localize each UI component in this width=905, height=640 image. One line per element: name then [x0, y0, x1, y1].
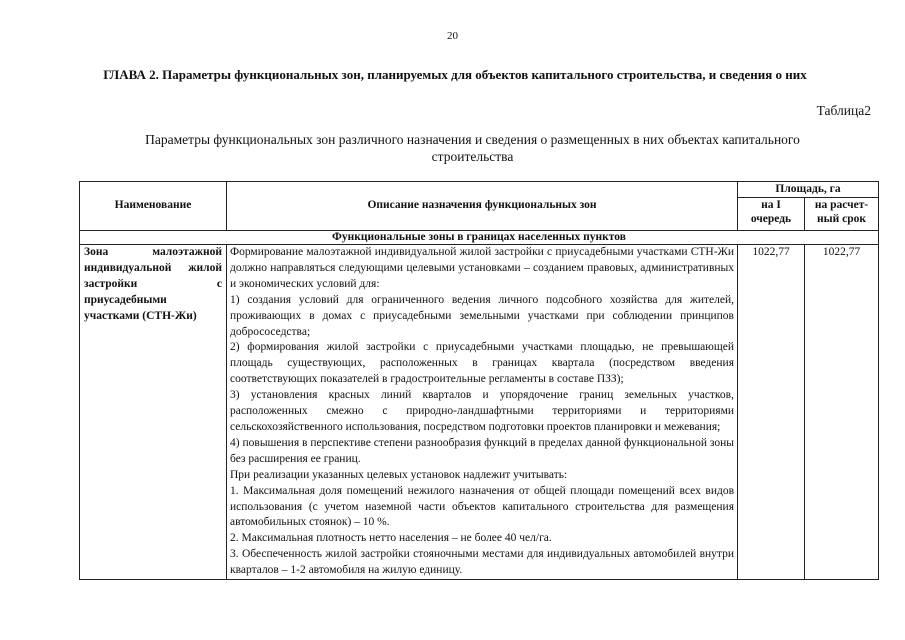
- header-area-first: на I очередь: [738, 198, 805, 231]
- zone-area-first: 1022,77: [738, 245, 805, 580]
- chapter-title: ГЛАВА 2. Параметры функциональных зон, планируемых для объектов капитального строительства, и сведения о них: [103, 67, 807, 82]
- zone-name: Зона малоэтажной индивидуальной жилой застройки с приусадебными участками (СТН-Жи): [80, 245, 227, 580]
- zone-description-paragraph: При реализации указанных целевых установок надлежит учитывать:: [230, 468, 568, 481]
- page-number: 20: [447, 30, 458, 42]
- section-title: Функциональные зоны в границах населенных пунктов: [80, 231, 879, 245]
- header-area: Площадь, га: [738, 182, 879, 198]
- zone-description: [227, 245, 738, 580]
- zone-description-paragraph: 4) повышения в перспективе степени разнообразия функций в пределах данной функциональной зоны без расширения ее границ.: [230, 436, 734, 465]
- zone-area-calc: 1022,77: [805, 245, 879, 580]
- zone-description-paragraph: 1. Максимальная доля помещений нежилого назначения от общей площади помещений всех видов использования (с учетом наземной части объектов капитального строительства для размещения автомобильных стоянок) – 10 %.: [230, 484, 734, 529]
- zone-description-paragraph: 2. Максимальная плотность нетто населения – не более 40 чел/га.: [230, 532, 552, 545]
- zone-description-paragraph: 3) установления красных линий кварталов и упорядочение границ земельных участков, расположенных смежно с природно-ландшафтными территориями и территориями сельскохозяйственного использования, посредством подготовки проектов планировки и межевания;: [230, 389, 734, 433]
- header-area-calc: на расчет-ный срок: [805, 198, 879, 231]
- zones-table: [79, 181, 879, 580]
- table-title: Параметры функциональных зон различного назначения и сведения о размещенных в них объектах капитального строительства: [145, 132, 800, 164]
- zone-description-paragraph: Формирование малоэтажной индивидуальной жилой застройки с приусадебными участками СТН-Жи должно направляться следующими целевыми установками – созданием правовых, административных и экономических условий для:: [230, 246, 734, 290]
- zone-description-paragraph: 2) формирования жилой застройки с приусадебными участками площадью, не превышающей площадь существующих, расположенных в границах квартала (посредством введения соответствующих показателей в градостроительные регламенты в составе ПЗЗ);: [230, 341, 734, 386]
- header-description: Описание назначения функциональных зон: [227, 182, 738, 231]
- zone-description-paragraph: 1) создания условий для ограниченного ведения личного подсобного хозяйства для жителей, проживающих в домах с приусадебными земельными участками при соблюдении принципов добрососедства;: [230, 293, 734, 338]
- header-name: Наименование: [80, 182, 227, 231]
- table-label: Таблица2: [816, 103, 871, 118]
- zone-description-paragraph: 3. Обеспеченность жилой застройки стояночными местами для индивидуальных автомобилей внутри кварталов – 1-2 автомобиля на жилую единицу.: [230, 548, 734, 577]
